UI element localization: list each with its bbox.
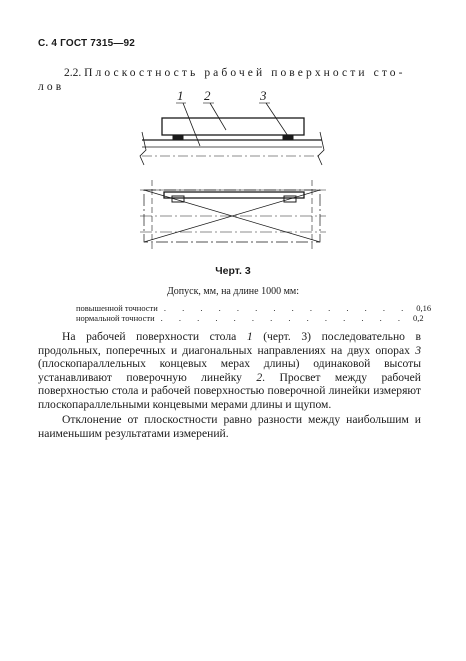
tolerance-label: нормальной точности — [76, 313, 155, 323]
tolerance-row — [76, 313, 424, 323]
page-header: С. 4 ГОСТ 7315—92 — [38, 38, 136, 49]
body-paragraph-2: Отклонение от плоскостности равно разности между наибольшим и наименьшим результатами измерений. — [38, 413, 421, 440]
tolerance-title: Допуск, мм, на длине 1000 мм: — [166, 286, 300, 297]
section-title: Плоскостность рабочей поверхности сто- — [84, 67, 406, 79]
leader-2 — [210, 103, 226, 130]
ref-table: 1 — [246, 330, 253, 343]
body-paragraph-1 — [38, 330, 421, 412]
ref-straightedge: 2 — [256, 370, 263, 384]
break-mark-right — [318, 132, 324, 165]
p1-text-b: (черт. 3) последовательно в продольных, поперечных и диагональных направлениях на двух опорах — [38, 330, 421, 357]
straightedge-plan — [164, 192, 304, 198]
support-block-left — [173, 135, 183, 140]
section-number: 2.2. — [64, 67, 82, 79]
figure-3-drawing — [0, 0, 466, 270]
break-mark-left — [140, 132, 146, 165]
leader-3 — [266, 103, 288, 136]
straightedge-side — [162, 118, 304, 135]
section-title-cont: лов — [38, 81, 65, 93]
tolerance-value: 0,2 — [413, 313, 424, 323]
figure-caption: Черт. 3 — [215, 265, 251, 277]
tolerance-leader-dots: . . . . . . . . . . . . . . — [163, 303, 411, 313]
p1-text-c: (плоскопараллельных концевых мерах длины) одинаковой высоты устанавливают поверочную линейку — [38, 357, 421, 384]
callout-2: 2 — [204, 88, 211, 103]
tolerance-label: повышенной точности — [76, 303, 158, 313]
tolerance-value: 0,16 — [416, 303, 432, 313]
callout-1: 1 — [177, 88, 184, 103]
ref-supports: 3 — [415, 343, 421, 357]
p1-text-a: На рабочей поверхности стола — [62, 330, 247, 343]
p1-text-d: . Просвет между рабочей поверхностью стола и рабочей поверхностью поверочной линейки измеряют плоскопараллельными концевыми мерами длины и щупом. — [38, 370, 421, 411]
tolerance-leader-dots: . . . . . . . . . . . . . . — [160, 313, 408, 323]
tolerance-row — [76, 303, 432, 313]
callout-3: 3 — [260, 88, 267, 103]
